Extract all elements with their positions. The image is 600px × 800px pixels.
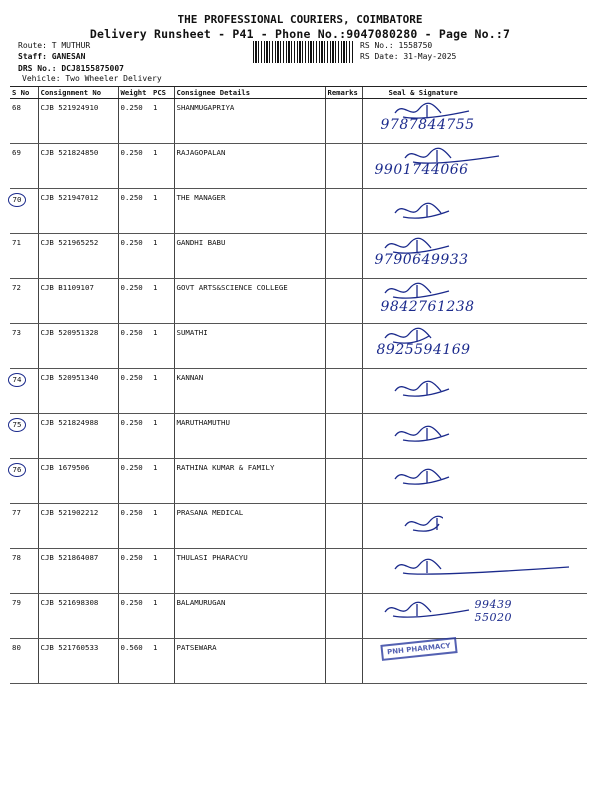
cell-pcs: 1 bbox=[151, 99, 174, 144]
signature-scribble bbox=[383, 598, 473, 620]
cell-weight: 0.560 bbox=[118, 639, 151, 684]
cell-weight: 0.250 bbox=[118, 369, 151, 414]
cell-pcs: 1 bbox=[151, 414, 174, 459]
cell-remarks bbox=[325, 549, 362, 594]
cell-remarks bbox=[325, 504, 362, 549]
cell-sno: 68 bbox=[10, 99, 38, 144]
cell-weight: 0.250 bbox=[118, 504, 151, 549]
rs-number: RS No.: 1558750 bbox=[360, 41, 433, 50]
drs-label: DRS No.: DCJ8155875007 bbox=[18, 64, 124, 73]
col-consignee: Consignee Details bbox=[174, 87, 325, 99]
cell-pcs: 1 bbox=[151, 594, 174, 639]
rs-date: RS Date: 31-May-2025 bbox=[360, 52, 457, 61]
signature-scribble bbox=[393, 555, 573, 577]
cell-consignee: GANDHI BABU bbox=[174, 234, 325, 279]
cell-weight: 0.250 bbox=[118, 144, 151, 189]
table-row bbox=[10, 369, 587, 414]
runsheet-title: Delivery Runsheet - P41 - Phone No.:9047080280 - Page No.:7 bbox=[89, 27, 511, 41]
signature-scribble bbox=[393, 465, 453, 487]
handwritten-phone: 9901744066 bbox=[374, 162, 469, 178]
cell-sno bbox=[10, 414, 38, 459]
cell-remarks bbox=[325, 189, 362, 234]
cell-remarks bbox=[325, 414, 362, 459]
cell-signature bbox=[362, 324, 587, 369]
signature-scribble bbox=[393, 377, 453, 399]
cell-sno: 69 bbox=[10, 144, 38, 189]
table-row bbox=[10, 414, 587, 459]
table-row bbox=[10, 234, 587, 279]
cell-signature bbox=[362, 594, 587, 639]
cell-consignee: SUMATHI bbox=[174, 324, 325, 369]
runsheet-table bbox=[10, 86, 587, 684]
col-consignment: Consignment No bbox=[38, 87, 118, 99]
circled-number: 74 bbox=[8, 373, 26, 387]
circled-number: 75 bbox=[8, 418, 26, 432]
cell-sno: 71 bbox=[10, 234, 38, 279]
cell-signature bbox=[362, 459, 587, 504]
staff-label: Staff: GANESAN bbox=[18, 52, 86, 61]
cell-pcs: 1 bbox=[151, 639, 174, 684]
cell-consignment: CJB 520951328 bbox=[38, 324, 118, 369]
table-header bbox=[10, 87, 587, 99]
cell-remarks bbox=[325, 99, 362, 144]
col-seal: Seal & Signature bbox=[362, 87, 587, 99]
cell-consignee: KANNAN bbox=[174, 369, 325, 414]
table-row bbox=[10, 324, 587, 369]
table-row bbox=[10, 594, 587, 639]
table-row bbox=[10, 189, 587, 234]
cell-signature bbox=[362, 504, 587, 549]
cell-consignment: CJB 521924910 bbox=[38, 99, 118, 144]
vehicle-label: Vehicle: Two Wheeler Delivery bbox=[22, 74, 162, 83]
cell-remarks bbox=[325, 459, 362, 504]
cell-consignee: THULASI PHARACYU bbox=[174, 549, 325, 594]
table-row bbox=[10, 459, 587, 504]
route-label: Route: T MUTHUR bbox=[18, 41, 91, 50]
cell-signature bbox=[362, 189, 587, 234]
cell-consignee: PRASANA MEDICAL bbox=[174, 504, 325, 549]
cell-consignment: CJB 521824988 bbox=[38, 414, 118, 459]
cell-sno bbox=[10, 459, 38, 504]
table-row bbox=[10, 639, 587, 684]
cell-signature bbox=[362, 234, 587, 279]
cell-pcs: 1 bbox=[151, 549, 174, 594]
cell-consignee: RAJAGOPALAN bbox=[174, 144, 325, 189]
cell-weight: 0.250 bbox=[118, 279, 151, 324]
cell-signature bbox=[362, 99, 587, 144]
handwritten-phone: PNH PHARMACY bbox=[380, 637, 457, 661]
cell-consignment: CJB 521864087 bbox=[38, 549, 118, 594]
circled-number: 70 bbox=[8, 193, 26, 207]
cell-consignee: PATSEWARA bbox=[174, 639, 325, 684]
table-row bbox=[10, 504, 587, 549]
cell-pcs: 1 bbox=[151, 504, 174, 549]
cell-weight: 0.250 bbox=[118, 234, 151, 279]
cell-sno bbox=[10, 369, 38, 414]
cell-consignment: CJB 521698308 bbox=[38, 594, 118, 639]
signature-scribble bbox=[403, 512, 443, 534]
cell-remarks bbox=[325, 369, 362, 414]
circled-number: 76 bbox=[8, 463, 26, 477]
cell-signature bbox=[362, 279, 587, 324]
cell-pcs: 1 bbox=[151, 144, 174, 189]
cell-pcs: 1 bbox=[151, 324, 174, 369]
cell-signature bbox=[362, 414, 587, 459]
cell-pcs: 1 bbox=[151, 369, 174, 414]
cell-sno: 77 bbox=[10, 504, 38, 549]
cell-weight: 0.250 bbox=[118, 414, 151, 459]
cell-consignee: BALAMURUGAN bbox=[174, 594, 325, 639]
cell-sno: 80 bbox=[10, 639, 38, 684]
cell-sno: 78 bbox=[10, 549, 38, 594]
cell-consignment: CJB 521760533 bbox=[38, 639, 118, 684]
signature-scribble bbox=[393, 199, 453, 221]
table-row bbox=[10, 279, 587, 324]
cell-remarks bbox=[325, 279, 362, 324]
handwritten-phone: 9787844755 bbox=[380, 117, 475, 133]
cell-consignment: CJB 520951340 bbox=[38, 369, 118, 414]
col-weight: Weight bbox=[118, 87, 151, 99]
cell-remarks bbox=[325, 144, 362, 189]
cell-pcs: 1 bbox=[151, 279, 174, 324]
handwritten-phone: 8925594169 bbox=[376, 342, 471, 358]
cell-signature bbox=[362, 549, 587, 594]
cell-consignee: MARUTHAMUTHU bbox=[174, 414, 325, 459]
cell-consignment: CJB 521947012 bbox=[38, 189, 118, 234]
cell-consignment: CJB 521824850 bbox=[38, 144, 118, 189]
cell-weight: 0.250 bbox=[118, 324, 151, 369]
cell-sno bbox=[10, 189, 38, 234]
cell-consignee: RATHINA KUMAR & FAMILY bbox=[174, 459, 325, 504]
col-pcs: PCS bbox=[151, 87, 174, 99]
signature-scribble bbox=[393, 422, 453, 444]
cell-sno: 72 bbox=[10, 279, 38, 324]
signature-scribble bbox=[383, 279, 453, 301]
barcode bbox=[253, 41, 353, 63]
cell-consignment: CJB 1679506 bbox=[38, 459, 118, 504]
cell-weight: 0.250 bbox=[118, 549, 151, 594]
cell-consignment: CJB 521902212 bbox=[38, 504, 118, 549]
table-row bbox=[10, 99, 587, 144]
cell-sno: 73 bbox=[10, 324, 38, 369]
cell-consignment: CJB B1109107 bbox=[38, 279, 118, 324]
handwritten-phone: 9790649933 bbox=[374, 252, 469, 268]
cell-consignment: CJB 521965252 bbox=[38, 234, 118, 279]
col-remarks: Remarks bbox=[325, 87, 362, 99]
cell-signature bbox=[362, 369, 587, 414]
table-row bbox=[10, 549, 587, 594]
col-sno: S No bbox=[10, 87, 38, 99]
cell-sno: 79 bbox=[10, 594, 38, 639]
cell-remarks bbox=[325, 324, 362, 369]
cell-consignee: THE MANAGER bbox=[174, 189, 325, 234]
cell-remarks bbox=[325, 234, 362, 279]
cell-remarks bbox=[325, 639, 362, 684]
cell-remarks bbox=[325, 594, 362, 639]
cell-signature bbox=[362, 144, 587, 189]
cell-pcs: 1 bbox=[151, 189, 174, 234]
cell-weight: 0.250 bbox=[118, 459, 151, 504]
table-row bbox=[10, 144, 587, 189]
company-title: THE PROFESSIONAL COURIERS, COIMBATORE bbox=[177, 13, 423, 26]
cell-consignee: SHANMUGAPRIYA bbox=[174, 99, 325, 144]
cell-signature bbox=[362, 639, 587, 684]
cell-weight: 0.250 bbox=[118, 594, 151, 639]
cell-consignee: GOVT ARTS&SCIENCE COLLEGE bbox=[174, 279, 325, 324]
cell-weight: 0.250 bbox=[118, 99, 151, 144]
cell-pcs: 1 bbox=[151, 234, 174, 279]
cell-pcs: 1 bbox=[151, 459, 174, 504]
cell-weight: 0.250 bbox=[118, 189, 151, 234]
handwritten-phone: 99439 55020 bbox=[474, 598, 512, 624]
handwritten-phone: 9842761238 bbox=[380, 299, 475, 315]
